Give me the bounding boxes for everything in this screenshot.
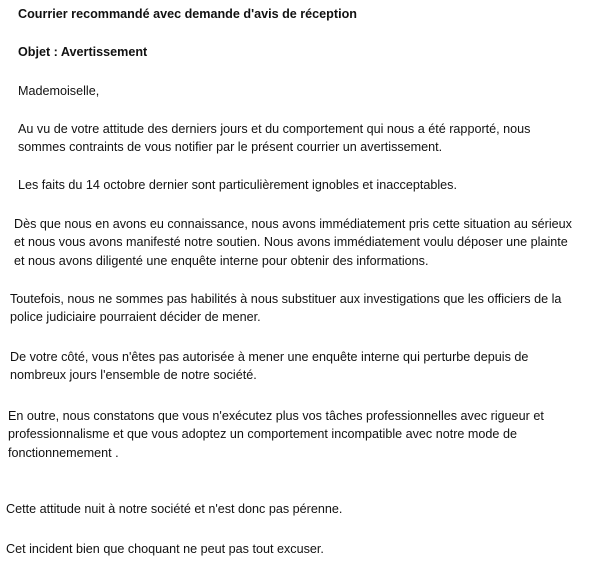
paragraph-7 (6, 500, 342, 518)
paragraph-1 (18, 120, 530, 157)
paragraph-line: Toutefois, nous ne sommes pas habilités à nous substituer aux investigations que les officiers de la (10, 292, 562, 306)
paragraph-line: De votre côté, vous n'êtes pas autorisée à mener une enquête interne qui perturbe depuis de (10, 350, 529, 364)
paragraph-5 (10, 348, 528, 385)
paragraph-8 (6, 540, 324, 558)
paragraph-line: Cet incident bien que choquant ne peut pas tout excuser. (6, 542, 324, 556)
paragraph-line: professionnalisme et que vous adoptez un comportement incompatible avec notre mode de (8, 427, 517, 442)
paragraph-line: nombreux jours l'ensemble de notre société. (10, 368, 257, 383)
paragraph-line: Au vu de votre attitude des derniers jours et du comportement qui nous a été rapporté, nous (18, 122, 531, 136)
paragraph-line: En outre, nous constatons que vous n'exécutez plus vos tâches professionnelles avec rigueur et (8, 409, 544, 423)
paragraph-line: et nous vous avons manifesté notre soutien. Nous avons immédiatement voulu déposer une plainte (14, 235, 568, 250)
paragraph-2 (18, 176, 457, 194)
letter-salutation: Mademoiselle, (18, 84, 100, 98)
letter-header: Courrier recommandé avec demande d'avis de réception (18, 7, 357, 21)
letter-subject: Objet : Avertissement (18, 45, 148, 59)
paragraph-line: fonctionnemement . (8, 445, 119, 460)
paragraph-line: Cette attitude nuit à notre société et n'est donc pas pérenne. (6, 502, 343, 516)
paragraph-line: et nous avons diligenté une enquête interne pour obtenir des informations. (14, 253, 429, 268)
paragraph-6 (8, 407, 544, 462)
paragraph-line: Les faits du 14 octobre dernier sont particulièrement ignobles et inacceptables. (18, 178, 457, 192)
paragraph-line: police judiciaire pourraient décider de mener. (10, 310, 261, 325)
paragraph-line: sommes contraints de vous notifier par le présent courrier un avertissement. (18, 140, 443, 155)
paragraph-line: Dès que nous en avons eu connaissance, nous avons immédiatement pris cette situation au sérieux (14, 217, 572, 231)
paragraph-4 (10, 290, 561, 327)
paragraph-3 (14, 215, 572, 270)
